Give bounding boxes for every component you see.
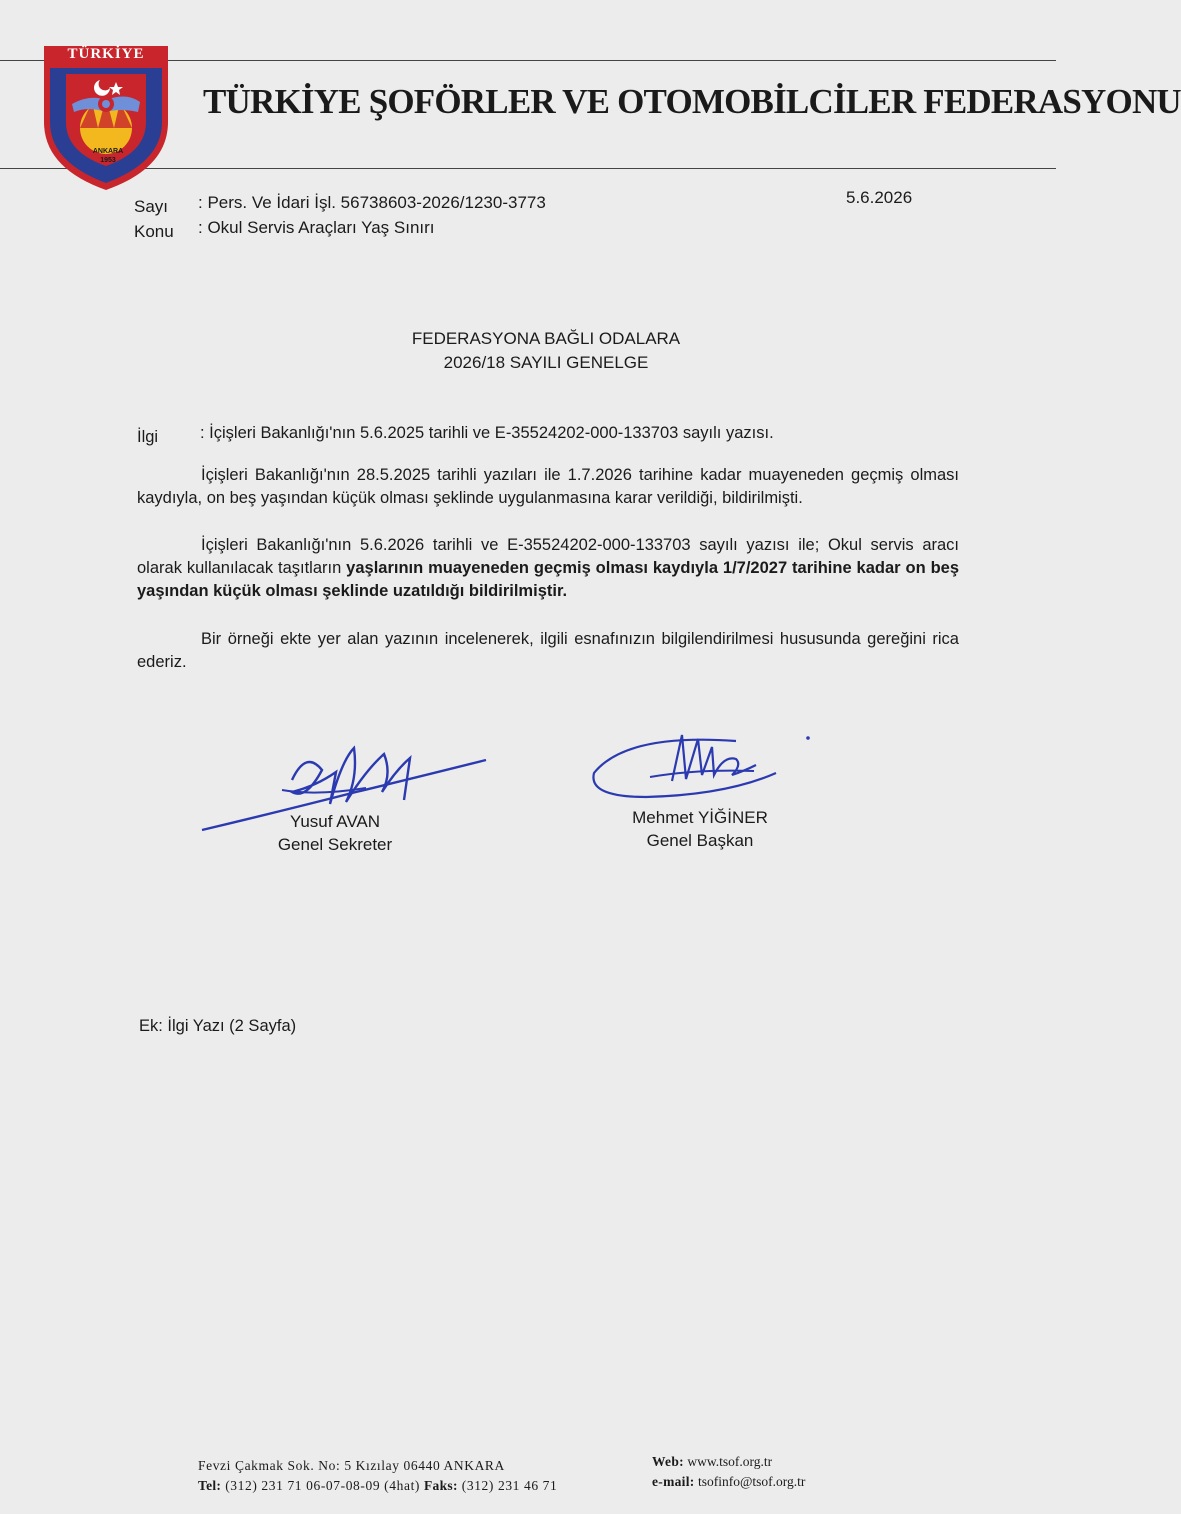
tel-label: Tel: [198,1478,222,1493]
paragraph-1: İçişleri Bakanlığı'nın 28.5.2025 tarihli yazıları ile 1.7.2026 tarihine kadar muayeneden geçmiş olması kaydıyla, on beş yaşından küçük olması şeklinde uygulanmasına karar verildiği, bildirilmişti. [137,466,959,507]
sayi-value: : Pers. Ve İdari İşl. 56738603-2026/1230-3773 [198,193,546,212]
signer-2-title: Genel Başkan [646,831,754,850]
federation-title: TÜRKİYE ŞOFÖRLER VE OTOMOBİLCİLER FEDERASYONU [203,82,1181,121]
logo-top-text: TÜRKİYE [67,46,145,62]
fax-value: (312) 231 46 71 [461,1478,558,1493]
ilgi-label: İlgi [137,428,159,446]
circular-number: 2026/18 SAYILI GENELGE [443,353,649,372]
signature-mehmet-yiginer [586,725,816,810]
attachment-note: Ek: İlgi Yazı (2 Sayfa) [139,1017,297,1035]
paragraph-2-emphasis: yaşlarının muayeneden geçmiş olması kaydıyla 1/7/2027 tarihine kadar on beş yaşından küçük olması şeklinde uzatıldığı bildirilmiştir. [137,559,959,600]
konu-label: Konu [134,222,174,241]
web-link[interactable]: www.tsof.org.tr [687,1454,773,1469]
federation-logo [40,42,172,192]
footer-web [652,1454,772,1470]
tel-value: (312) 231 71 06-07-08-09 (4hat) [225,1478,421,1493]
paragraph-3: Bir örneği ekte yer alan yazının incelenerek, ilgili esnafınızın bilgilendirilmesi hususunda gereğini rica ederiz. [137,630,959,671]
footer-email [652,1474,805,1490]
logo-city-text: ANKARA [92,148,124,155]
ilgi-value: : İçişleri Bakanlığı'nın 5.6.2025 tarihli ve E-35524202-000-133703 sayılı yazısı. [200,424,774,442]
email-label: e-mail: [652,1474,695,1489]
footer-phone [198,1478,557,1494]
signer-2-name: Mehmet YİĞİNER [632,808,768,827]
fax-label: Faks: [424,1478,458,1493]
konu-value: : Okul Servis Araçları Yaş Sınırı [198,218,435,237]
footer-address: Fevzi Çakmak Sok. No: 5 Kızılay 06440 ANKARA [198,1458,505,1473]
paragraph-2-text: İçişleri Bakanlığı'nın 5.6.2026 tarihli ve E-35524202-000-133703 sayılı yazısı ile; Okul servis aracı olarak kullanılacak taşıtların [137,536,959,577]
web-label: Web: [652,1454,684,1469]
signer-1-title: Genel Sekreter [277,835,393,854]
signer-1-name: Yusuf AVAN [289,812,381,831]
sayi-label: Sayı [134,197,169,216]
paragraph-2 [137,534,959,603]
email-link[interactable]: tsofinfo@tsof.org.tr [697,1474,806,1489]
recipient-heading: FEDERASYONA BAĞLI ODALARA [411,329,681,348]
logo-year-text: 1953 [100,157,116,164]
document-date: 5.6.2026 [846,188,913,207]
